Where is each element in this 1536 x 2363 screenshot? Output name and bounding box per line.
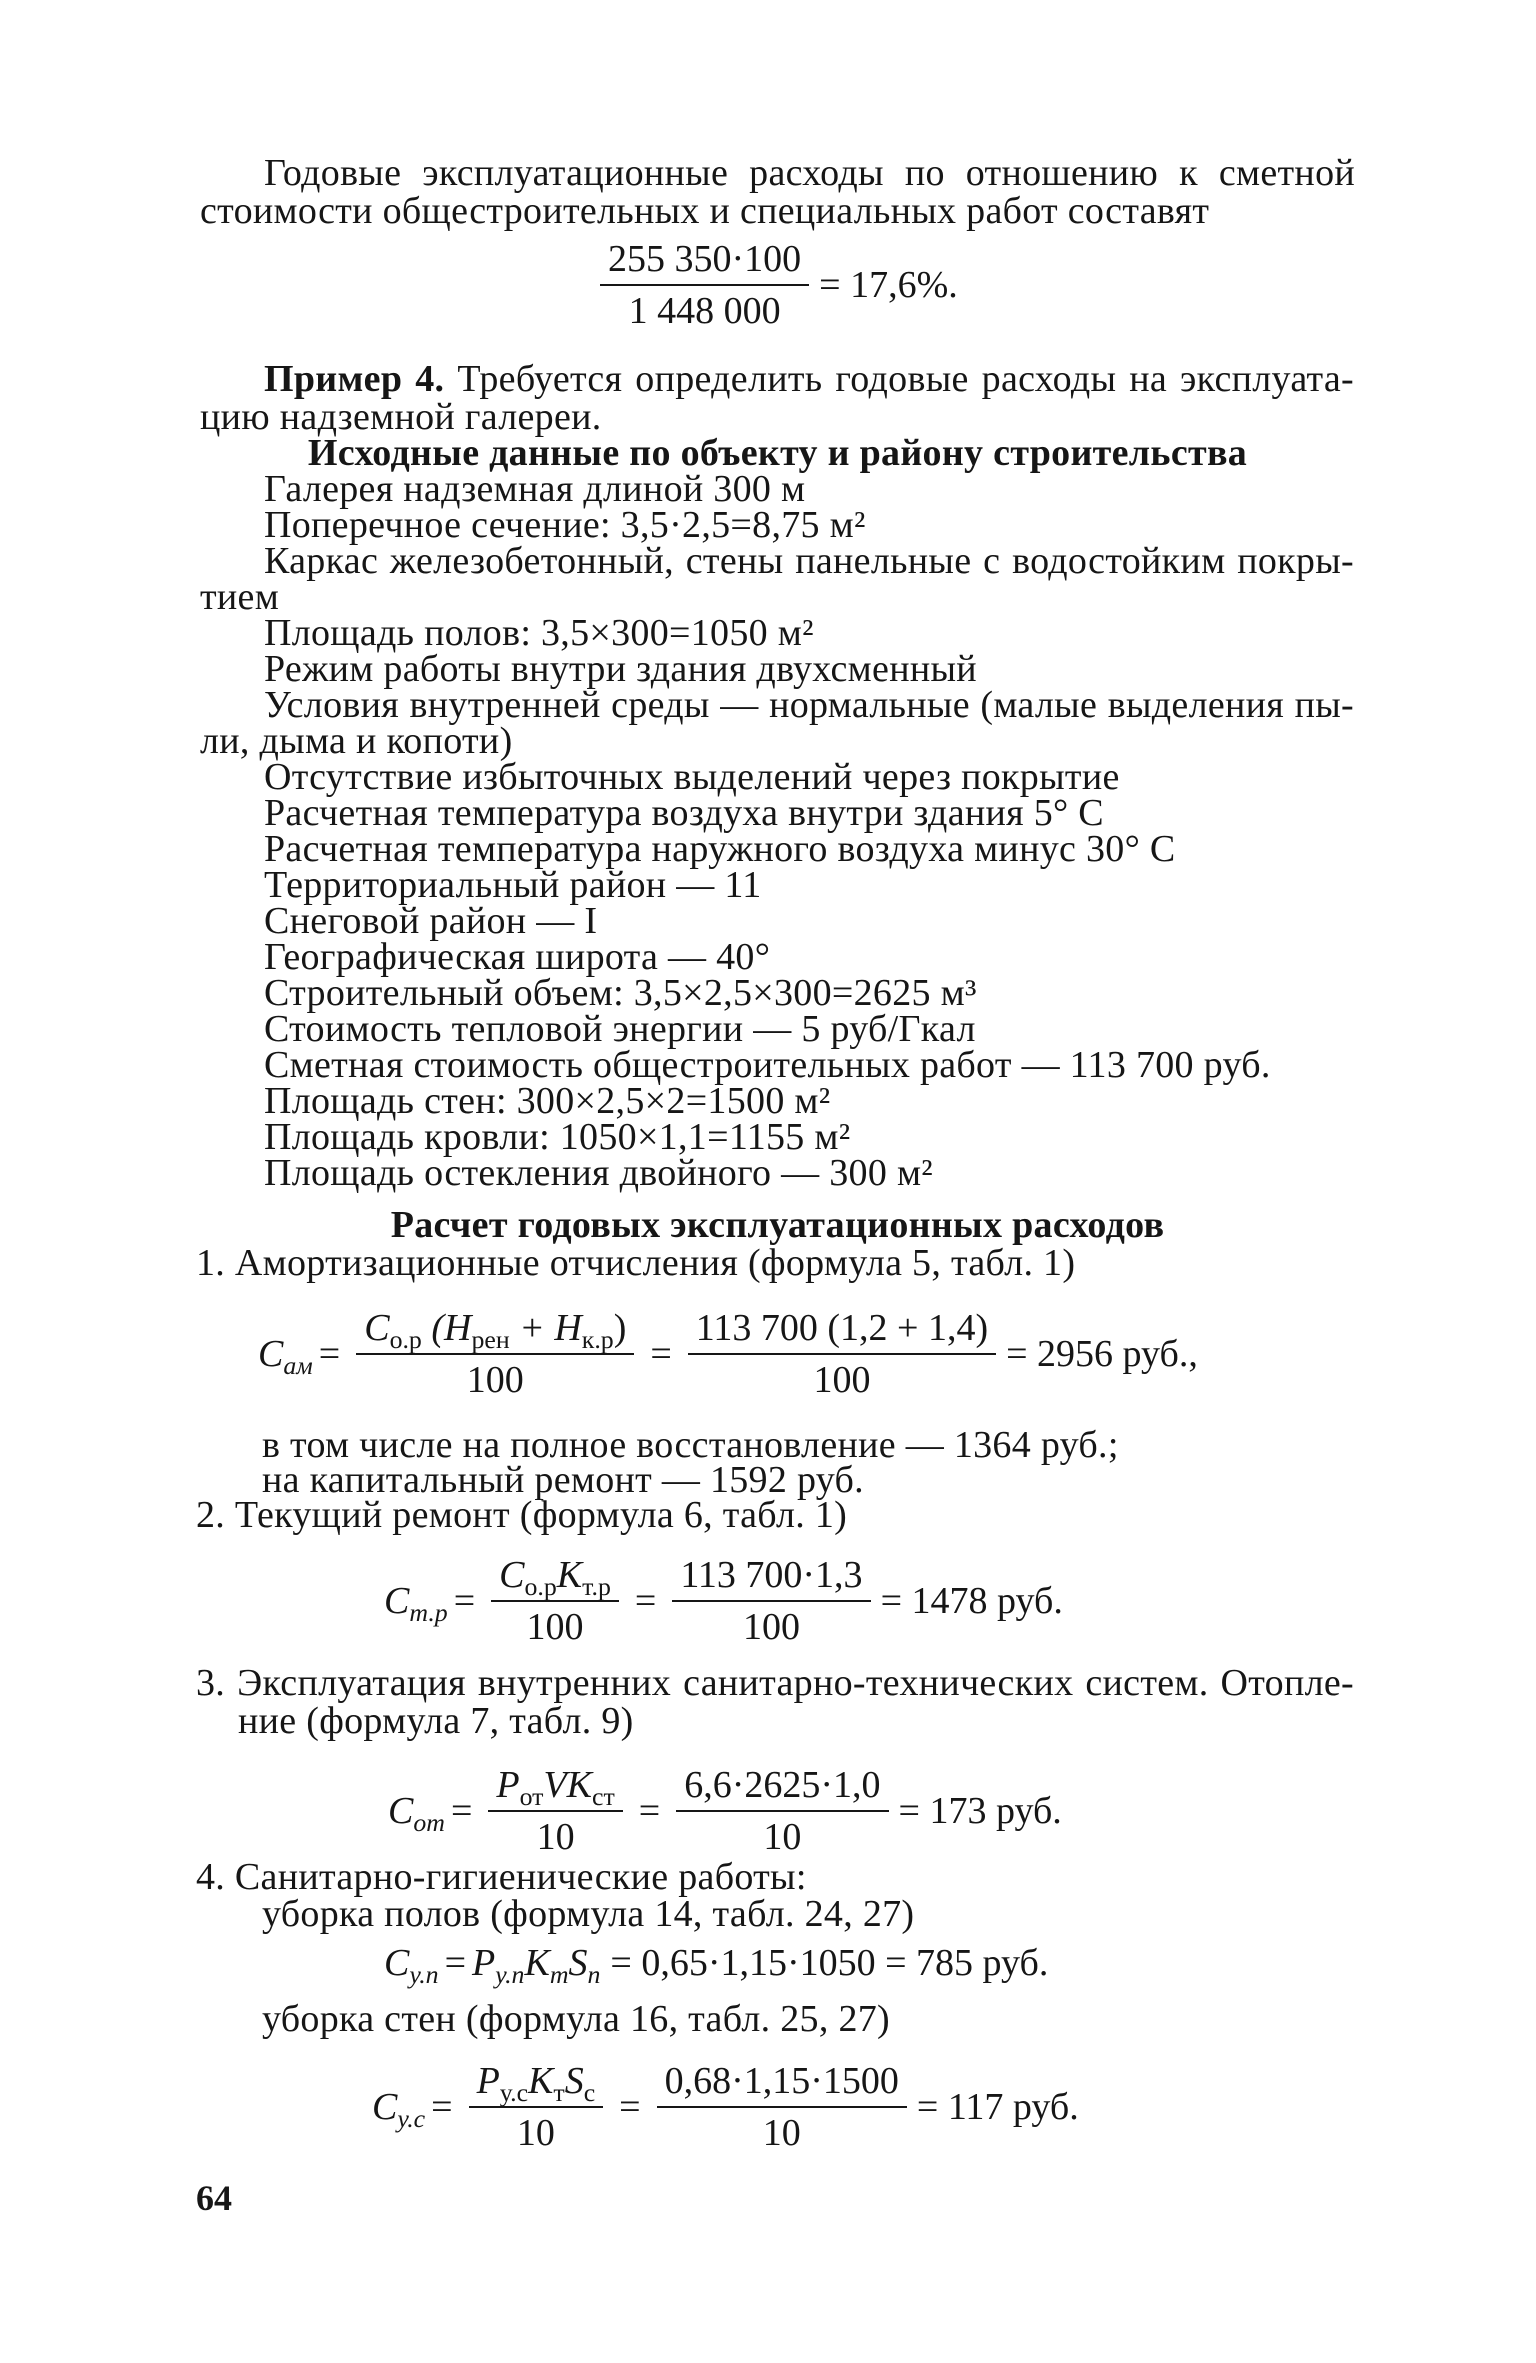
item4-walls-title: уборка стен (формула 16, табл. 25, 27) [262, 1998, 891, 2040]
item2-title: 2. Текущий ремонт (формула 6, табл. 1) [196, 1494, 848, 1536]
example-text: Требуется определить годовые расходы на эксплуата- [457, 358, 1354, 400]
item1-title: 1. Амортизационные отчисления (формула 5, табл. 1) [196, 1242, 1076, 1284]
intro-fraction-denominator: 1 448 000 [628, 290, 781, 332]
item3-lhs: $C_{от}$ [388, 1790, 445, 1837]
item4-floors-lhs: $C_{у.п}$ [384, 1942, 439, 1989]
item4-floors-title: уборка полов (формула 14, табл. 24, 27) [262, 1893, 915, 1935]
item4-title: 4. Санитарно-гигиенические работы: [196, 1856, 807, 1898]
example-line-2: цию надземной галереи. [200, 396, 602, 438]
source-line-9: Отсутствие избыточных выделений через покрытие [264, 756, 1120, 798]
item2-fraction-symbolic: $\frac{C_{о.р}K_{т.р}}{100}$ [491, 1552, 619, 1650]
source-line-13: Снеговой район — I [264, 900, 598, 942]
item1-formula: $C_{ам}$ = $\frac{C_{о.р} (H_{рен} + H_{к.р})}{100}$ = $\frac{113 700 (1,2 + 1,4)}{100}$ = 2956 руб., [258, 1307, 1198, 1401]
source-line-1: Галерея надземная длиной 300 м [264, 468, 806, 510]
item4-walls-fraction-numeric: $\frac{0,68\cdot 1,15\cdot 1500}{10}$ [657, 2058, 907, 2156]
intro-fraction-numerator: 255 350·100 [600, 236, 809, 286]
item3-line-2: ние (формула 7, табл. 9) [238, 1700, 634, 1742]
item4-walls-lhs: $C_{у.с}$ [372, 2086, 426, 2133]
source-line-20: Площадь остекления двойного — 300 м² [264, 1152, 933, 1194]
item1-lhs: $C_{ам}$ [258, 1333, 313, 1380]
item2-result: = 1478 руб. [880, 1580, 1063, 1622]
item3-fraction-symbolic: $\frac{P_{от}VK_{ст}}{10}$ [488, 1762, 622, 1860]
item1-fraction-symbolic: $\frac{C_{о.р} (H_{рен} + H_{к.р})}{100}$ [356, 1305, 634, 1403]
item2-lhs: $C_{т.р}$ [384, 1580, 448, 1627]
source-line-2: Поперечное сечение: 3,5·2,5=8,75 м² [264, 504, 866, 546]
source-line-10: Расчетная температура воздуха внутри здания 5° С [264, 792, 1104, 834]
source-line-4: тием [200, 576, 280, 618]
source-line-7: Условия внутренней среды — нормальные (малые выделения пы- [264, 684, 1354, 726]
item2-fraction-numeric: $\frac{113 700\cdot 1,3}{100}$ [672, 1552, 870, 1650]
source-line-19: Площадь кровли: 1050×1,1=1155 м² [264, 1116, 851, 1158]
item1-note-2: на капитальный ремонт — 1592 руб. [262, 1459, 864, 1501]
source-line-12: Территориальный район — 11 [264, 864, 762, 906]
item1-result: = 2956 руб., [1006, 1333, 1198, 1375]
intro-formula-result: = 17,6%. [819, 264, 958, 306]
source-line-5: Площадь полов: 3,5×300=1050 м² [264, 612, 814, 654]
item4-floors-result: = 0,65·1,15·1050 = 785 руб. [610, 1942, 1049, 1984]
item3-formula: $C_{от}$ = $\frac{P_{от}VK_{ст}}{10}$ = $\frac{6,6\cdot 2625\cdot 1,0}{10}$ = 173 руб. [388, 1764, 1062, 1858]
source-line-18: Площадь стен: 300×2,5×2=1500 м² [264, 1080, 831, 1122]
item1-note-1: в том числе на полное восстановление — 1364 руб.; [262, 1424, 1119, 1466]
item4-floors-formula: $C_{у.п}$ = $P_{у.п}K_тS_п$ = 0,65·1,15·1050 = 785 руб. [384, 1942, 1049, 1989]
intro-line-1: Годовые эксплуатационные расходы по отношению к сметной [264, 152, 1355, 194]
source-line-6: Режим работы внутри здания двухсменный [264, 648, 977, 690]
intro-fraction [600, 236, 809, 334]
item3-result: = 173 руб. [898, 1790, 1062, 1832]
source-line-17: Сметная стоимость общестроительных работ — 113 700 руб. [264, 1044, 1271, 1086]
item3-fraction-numeric: $\frac{6,6\cdot 2625\cdot 1,0}{10}$ [676, 1762, 888, 1860]
intro-formula [590, 236, 958, 334]
source-data-heading: Исходные данные по объекту и району строительства [307, 432, 1248, 474]
calc-heading: Расчет годовых эксплуатационных расходов [390, 1204, 1165, 1246]
source-line-8: ли, дыма и копоти) [200, 720, 513, 762]
example-label: Пример 4. [264, 358, 445, 400]
item4-walls-result: = 117 руб. [916, 2086, 1079, 2128]
source-line-3: Каркас железобетонный, стены панельные с водостойким покры- [264, 540, 1354, 582]
source-line-14: Географическая широта — 40° [264, 936, 771, 978]
item4-walls-formula: $C_{у.с}$ = $\frac{P_{у.с}K_тS_с}{10}$ = $\frac{0,68\cdot 1,15\cdot 1500}{10}$ = 117 руб. [372, 2060, 1079, 2154]
source-line-11: Расчетная температура наружного воздуха минус 30° С [264, 828, 1176, 870]
source-line-15: Строительный объем: 3,5×2,5×300=2625 м³ [264, 972, 977, 1014]
source-line-16: Стоимость тепловой энергии — 5 руб/Гкал [264, 1008, 976, 1050]
item4-walls-fraction-symbolic: $\frac{P_{у.с}K_тS_с}{10}$ [469, 2058, 604, 2156]
intro-line-2: стоимости общестроительных и специальных работ составят [200, 190, 1210, 232]
page-number: 64 [196, 2178, 232, 2218]
item1-fraction-numeric: $\frac{113 700 (1,2 + 1,4)}{100}$ [688, 1305, 996, 1403]
item3-line-1: 3. Эксплуатация внутренних санитарно-технических систем. Отопле- [196, 1662, 1354, 1704]
item2-formula: $C_{т.р}$ = $\frac{C_{о.р}K_{т.р}}{100}$ = $\frac{113 700\cdot 1,3}{100}$ = 1478 руб. [384, 1554, 1063, 1648]
